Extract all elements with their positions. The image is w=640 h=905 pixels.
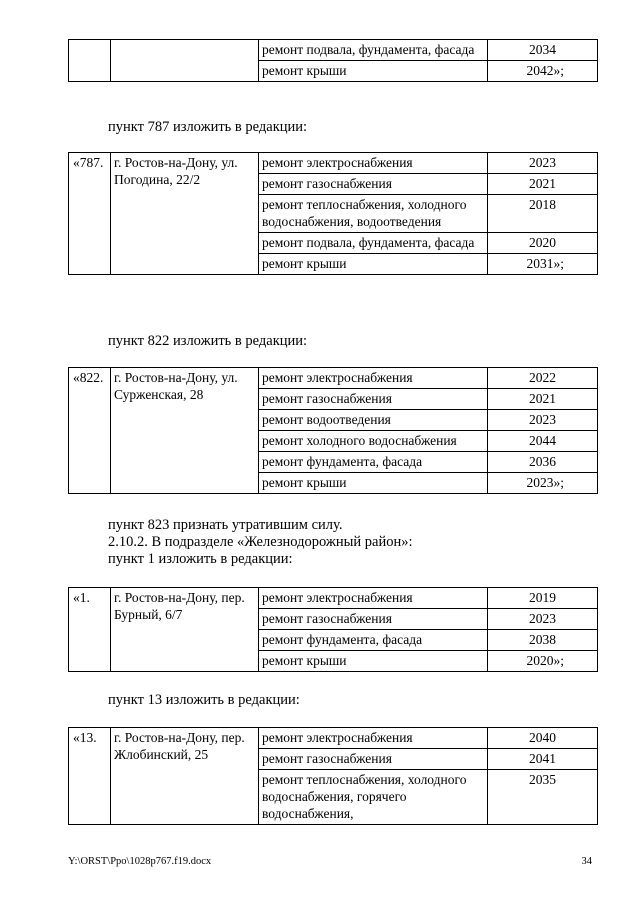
address-cell [111, 40, 259, 82]
year-cell: 2041 [488, 749, 598, 770]
work-type-cell: ремонт подвала, фундамента, фасада [259, 40, 488, 61]
paragraph-822: пункт 822 изложить в редакции: [108, 333, 308, 349]
table-continuation [68, 39, 598, 82]
year-cell: 2022 [488, 368, 598, 389]
paragraph-787: пункт 787 изложить в редакции: [108, 119, 308, 135]
year-cell: 2021 [488, 174, 598, 195]
work-type-cell: ремонт крыши [259, 473, 488, 494]
work-type-cell: ремонт электроснабжения [259, 588, 488, 609]
work-type-cell: ремонт фундамента, фасада [259, 630, 488, 651]
table-row [69, 588, 598, 609]
work-type-cell: ремонт газоснабжения [259, 609, 488, 630]
table-row [69, 153, 598, 174]
table-row [69, 368, 598, 389]
year-cell: 2023 [488, 410, 598, 431]
paragraph-823: пункт 823 признать утратившим силу. [108, 517, 343, 533]
footer-page-number: 34 [581, 856, 592, 867]
table-item-822 [68, 367, 598, 494]
year-cell: 2040 [488, 728, 598, 749]
work-type-cell: ремонт водоотведения [259, 410, 488, 431]
work-type-cell: ремонт теплоснабжения, холодного водоснабжения, горячего водоснабжения, [259, 770, 488, 825]
year-cell: 2020 [488, 233, 598, 254]
item-number: «13. [69, 728, 111, 825]
work-type-cell: ремонт газоснабжения [259, 174, 488, 195]
work-type-cell: ремонт крыши [259, 651, 488, 672]
table-item-13 [68, 727, 598, 825]
paragraph-1: пункт 1 изложить в редакции: [108, 551, 293, 567]
year-cell: 2021 [488, 389, 598, 410]
item-number [69, 40, 111, 82]
paragraph-13: пункт 13 изложить в редакции: [108, 692, 300, 708]
address-cell: г. Ростов-на-Дону, ул. Сурженская, 28 [111, 368, 259, 494]
address-cell: г. Ростов-на-Дону, ул. Погодина, 22/2 [111, 153, 259, 275]
table-row [69, 40, 598, 61]
work-type-cell: ремонт крыши [259, 61, 488, 82]
work-type-cell: ремонт крыши [259, 254, 488, 275]
year-cell: 2023»; [488, 473, 598, 494]
footer-file-path: Y:\ORST\Ppo\1028p767.f19.docx [68, 856, 212, 867]
year-cell: 2034 [488, 40, 598, 61]
year-cell: 2018 [488, 195, 598, 233]
work-type-cell: ремонт теплоснабжения, холодного водоснабжения, водоотведения [259, 195, 488, 233]
year-cell: 2020»; [488, 651, 598, 672]
address-cell: г. Ростов-на-Дону, пер. Бурный, 6/7 [111, 588, 259, 672]
table-row [69, 728, 598, 749]
year-cell: 2031»; [488, 254, 598, 275]
work-type-cell: ремонт фундамента, фасада [259, 452, 488, 473]
table-item-1 [68, 587, 598, 672]
work-type-cell: ремонт холодного водоснабжения [259, 431, 488, 452]
year-cell: 2038 [488, 630, 598, 651]
table-item-787 [68, 152, 598, 275]
item-number: «1. [69, 588, 111, 672]
item-number: «822. [69, 368, 111, 494]
year-cell: 2035 [488, 770, 598, 825]
year-cell: 2042»; [488, 61, 598, 82]
work-type-cell: ремонт электроснабжения [259, 728, 488, 749]
work-type-cell: ремонт электроснабжения [259, 153, 488, 174]
address-cell: г. Ростов-на-Дону, пер. Жлобинский, 25 [111, 728, 259, 825]
work-type-cell: ремонт подвала, фундамента, фасада [259, 233, 488, 254]
work-type-cell: ремонт газоснабжения [259, 749, 488, 770]
year-cell: 2044 [488, 431, 598, 452]
year-cell: 2023 [488, 153, 598, 174]
year-cell: 2023 [488, 609, 598, 630]
year-cell: 2036 [488, 452, 598, 473]
year-cell: 2019 [488, 588, 598, 609]
work-type-cell: ремонт газоснабжения [259, 389, 488, 410]
item-number: «787. [69, 153, 111, 275]
work-type-cell: ремонт электроснабжения [259, 368, 488, 389]
paragraph-2-10-2: 2.10.2. В подразделе «Железнодорожный район»: [108, 534, 413, 550]
